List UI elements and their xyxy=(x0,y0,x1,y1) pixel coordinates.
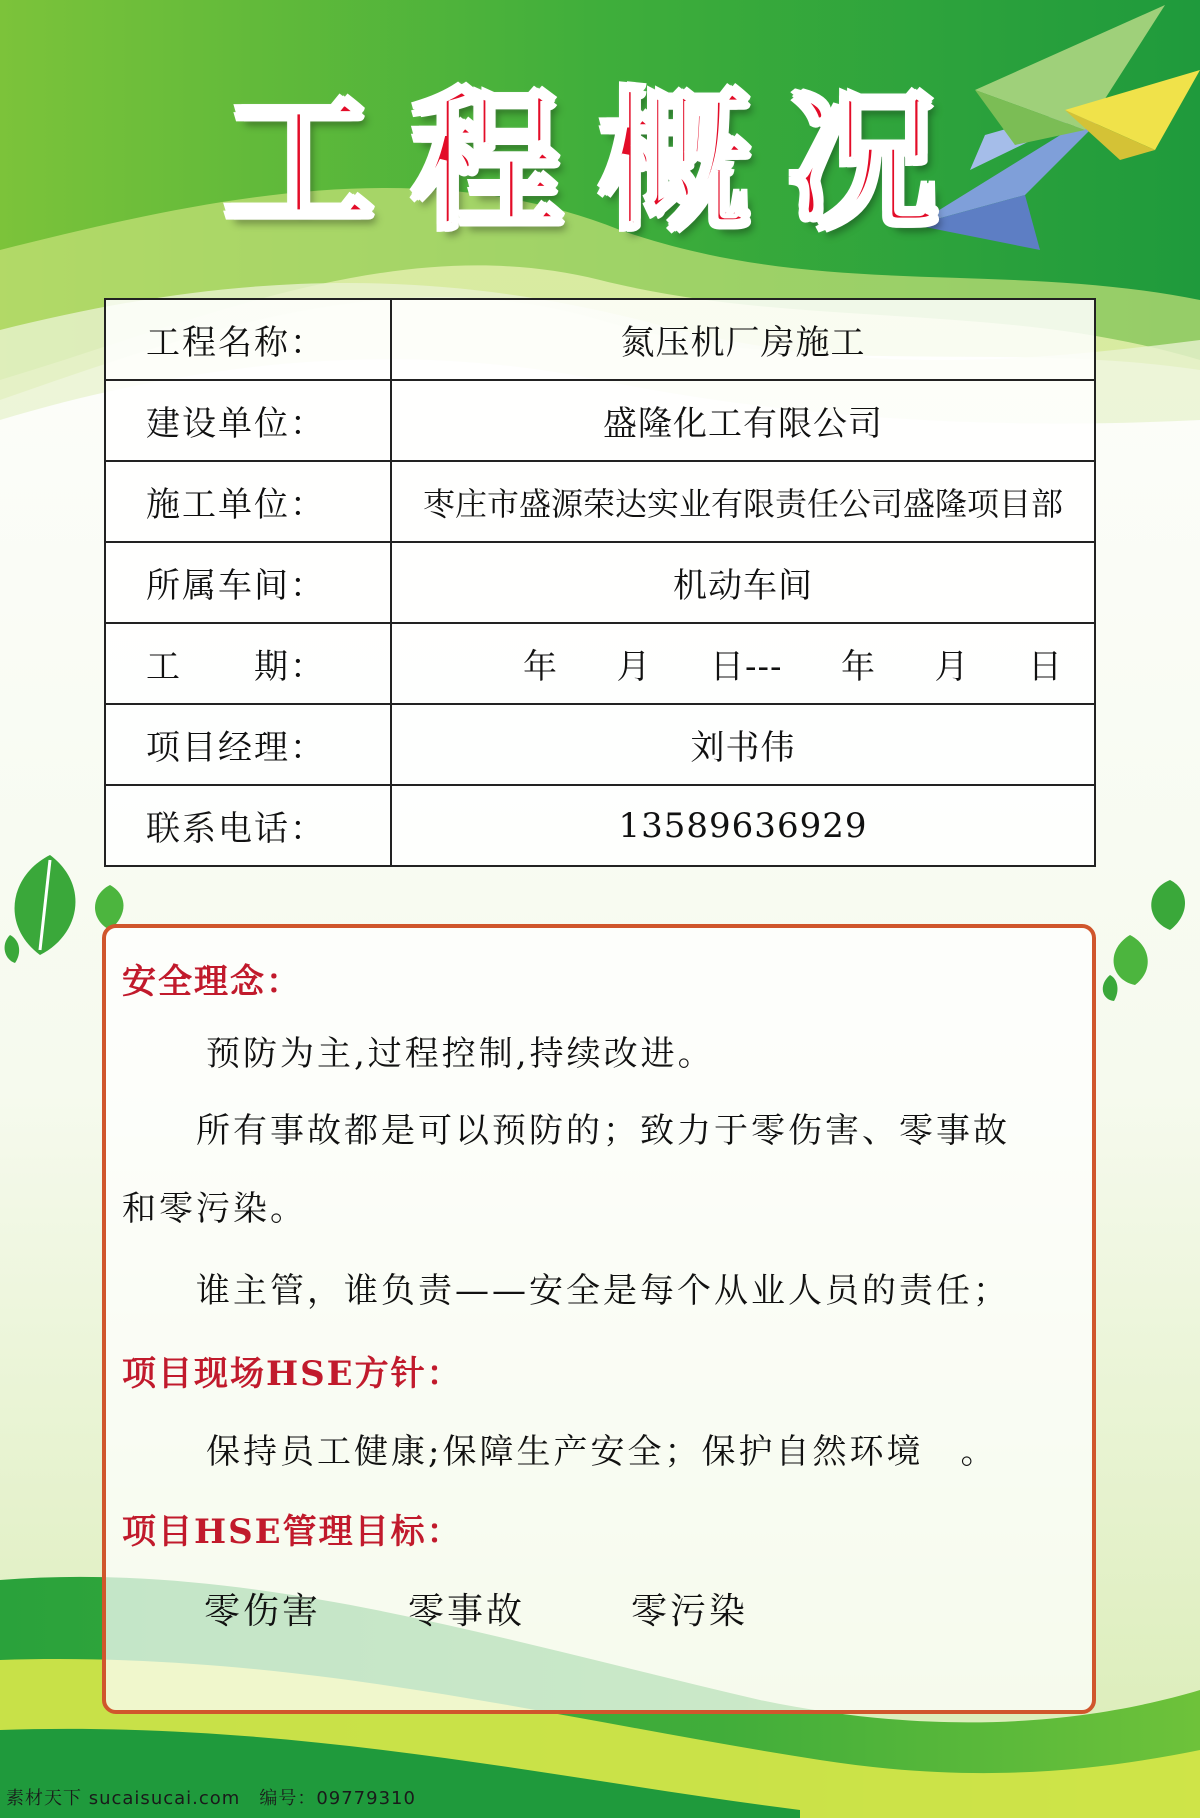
row-value: 13589636929 xyxy=(391,785,1095,866)
safety-panel xyxy=(102,924,1096,1714)
row-label: 项目经理： xyxy=(105,704,391,785)
row-label: 工程名称： xyxy=(105,299,391,380)
row-value: 刘书伟 xyxy=(391,704,1095,785)
period-year-start: 年 xyxy=(523,647,558,687)
safety-line-1: 预防为主,过程控制,持续改进。 xyxy=(206,1034,715,1074)
goal-item: 零污染 xyxy=(631,1591,749,1632)
watermark: 素材天下 sucaisucai.com 编号：09779310 xyxy=(6,1788,416,1809)
safety-heading: 安全理念： xyxy=(122,962,302,1002)
hse-policy-heading: 项目现场HSE方针： xyxy=(122,1354,463,1394)
leaf-right-icon xyxy=(1090,875,1200,1005)
period-day-start: 日--- xyxy=(710,647,783,687)
period-day-end: 日 xyxy=(1027,647,1063,687)
table-row xyxy=(105,704,1095,785)
hse-policy-text: 保持员工健康;保障生产安全；保护自然环境 。 xyxy=(206,1432,998,1472)
row-value: 枣庄市盛源荣达实业有限责任公司盛隆项目部 xyxy=(391,461,1095,542)
row-label: 工 期： xyxy=(105,623,391,704)
row-value: 机动车间 xyxy=(391,542,1095,623)
row-label: 施工单位： xyxy=(105,461,391,542)
row-value: 盛隆化工有限公司 xyxy=(391,380,1095,461)
table-row xyxy=(105,461,1095,542)
hse-goals-heading: 项目HSE管理目标： xyxy=(122,1512,463,1552)
goal-item: 零伤害 xyxy=(204,1591,322,1632)
table-row xyxy=(105,299,1095,380)
row-label: 建设单位： xyxy=(105,380,391,461)
row-label: 联系电话： xyxy=(105,785,391,866)
safety-line-3: 和零污染。 xyxy=(122,1189,307,1229)
row-value: 氮压机厂房施工 xyxy=(391,299,1095,380)
period-month-start: 月 xyxy=(616,647,652,687)
safety-line-4: 谁主管，谁负责——安全是每个从业人员的责任； xyxy=(196,1271,1010,1311)
project-info-table xyxy=(104,298,1096,867)
table-row xyxy=(105,380,1095,461)
safety-line-2: 所有事故都是可以预防的；致力于零伤害、零事故 xyxy=(196,1111,1010,1151)
goal-item: 零事故 xyxy=(408,1591,526,1632)
table-row xyxy=(105,542,1095,623)
period-value xyxy=(391,623,1095,704)
period-year-end: 年 xyxy=(840,647,876,687)
table-row xyxy=(105,623,1095,704)
period-month-end: 月 xyxy=(934,647,970,687)
table-row xyxy=(105,785,1095,866)
page-title: 工程概况 xyxy=(223,76,976,250)
row-label: 所属车间： xyxy=(105,542,391,623)
